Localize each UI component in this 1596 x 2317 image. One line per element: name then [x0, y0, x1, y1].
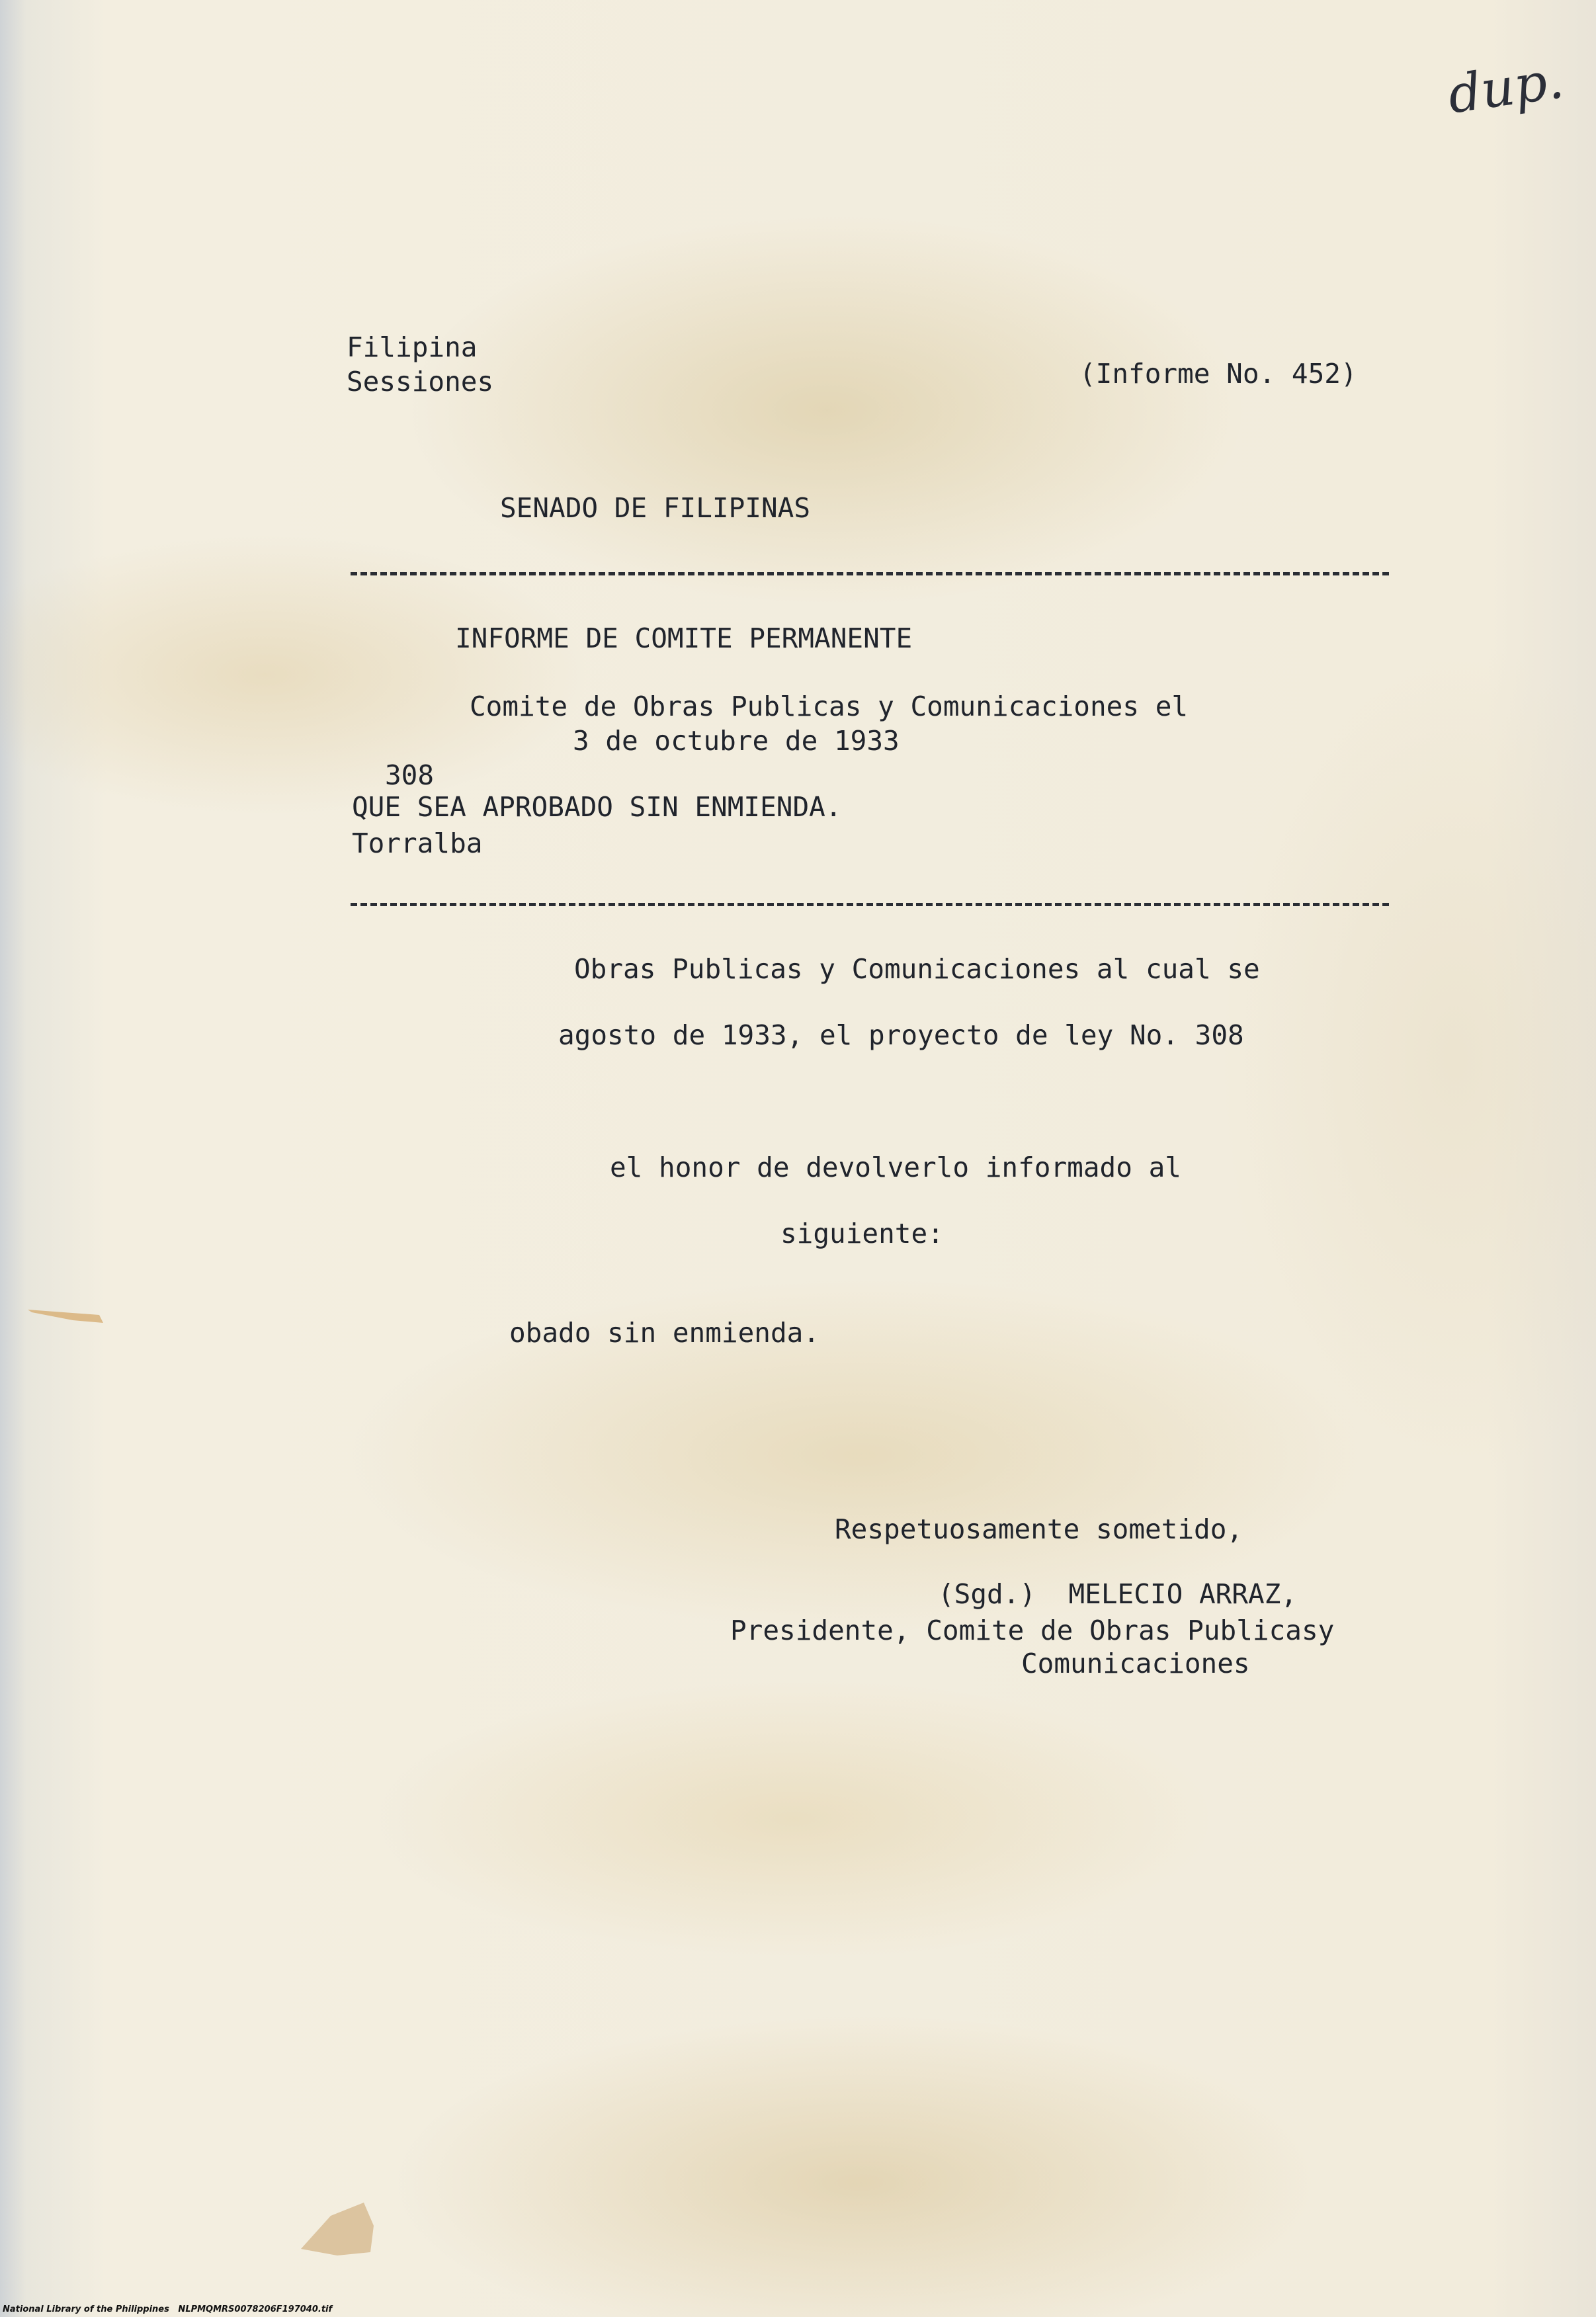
- recommendation-line: QUE SEA APROBADO SIN ENMIENDA.: [352, 791, 842, 823]
- header-left-line2: Sessiones: [347, 366, 494, 398]
- body-line-1: Obras Publicas y Comunicaciones al cual se: [574, 953, 1260, 985]
- committee-line: Comite de Obras Publicas y Comunicaciones el: [470, 691, 1189, 722]
- author-name: Torralba: [352, 827, 483, 859]
- signatory-title-continued: Comunicaciones: [1021, 1648, 1250, 1679]
- body-line-2: agosto de 1933, el proyecto de ley No. 308: [558, 1019, 1244, 1051]
- dashed-divider-top: [351, 572, 1389, 575]
- header-left-line1: Filipina: [347, 331, 478, 363]
- handwritten-margin-note: dup.: [1444, 50, 1568, 126]
- signatory-title: Presidente, Comite de Obras Publicasy: [730, 1615, 1335, 1646]
- report-heading: INFORME DE COMITE PERMANENTE: [455, 622, 913, 654]
- report-date: 3 de octubre de 1933: [573, 725, 900, 757]
- body-line-3: el honor de devolverlo informado al: [610, 1152, 1181, 1183]
- closing-line: Respetuosamente sometido,: [835, 1513, 1243, 1545]
- torn-paper-fragment-bottom: [291, 2189, 397, 2262]
- dashed-divider-bottom: [351, 903, 1389, 906]
- signatory-name: (Sgd.) MELECIO ARRAZ,: [938, 1578, 1298, 1610]
- body-line-5: obado sin enmienda.: [509, 1317, 819, 1349]
- report-number: (Informe No. 452): [1079, 358, 1357, 390]
- body-line-4: siguiente:: [780, 1218, 944, 1249]
- torn-paper-fragment-left: [26, 1303, 106, 1329]
- senate-title: SENADO DE FILIPINAS: [500, 492, 810, 524]
- archive-footer-note: National Library of the Philippines NLPMQMRS0078206F197040.tif: [3, 2304, 333, 2314]
- bill-number-handwritten: 308: [385, 759, 435, 791]
